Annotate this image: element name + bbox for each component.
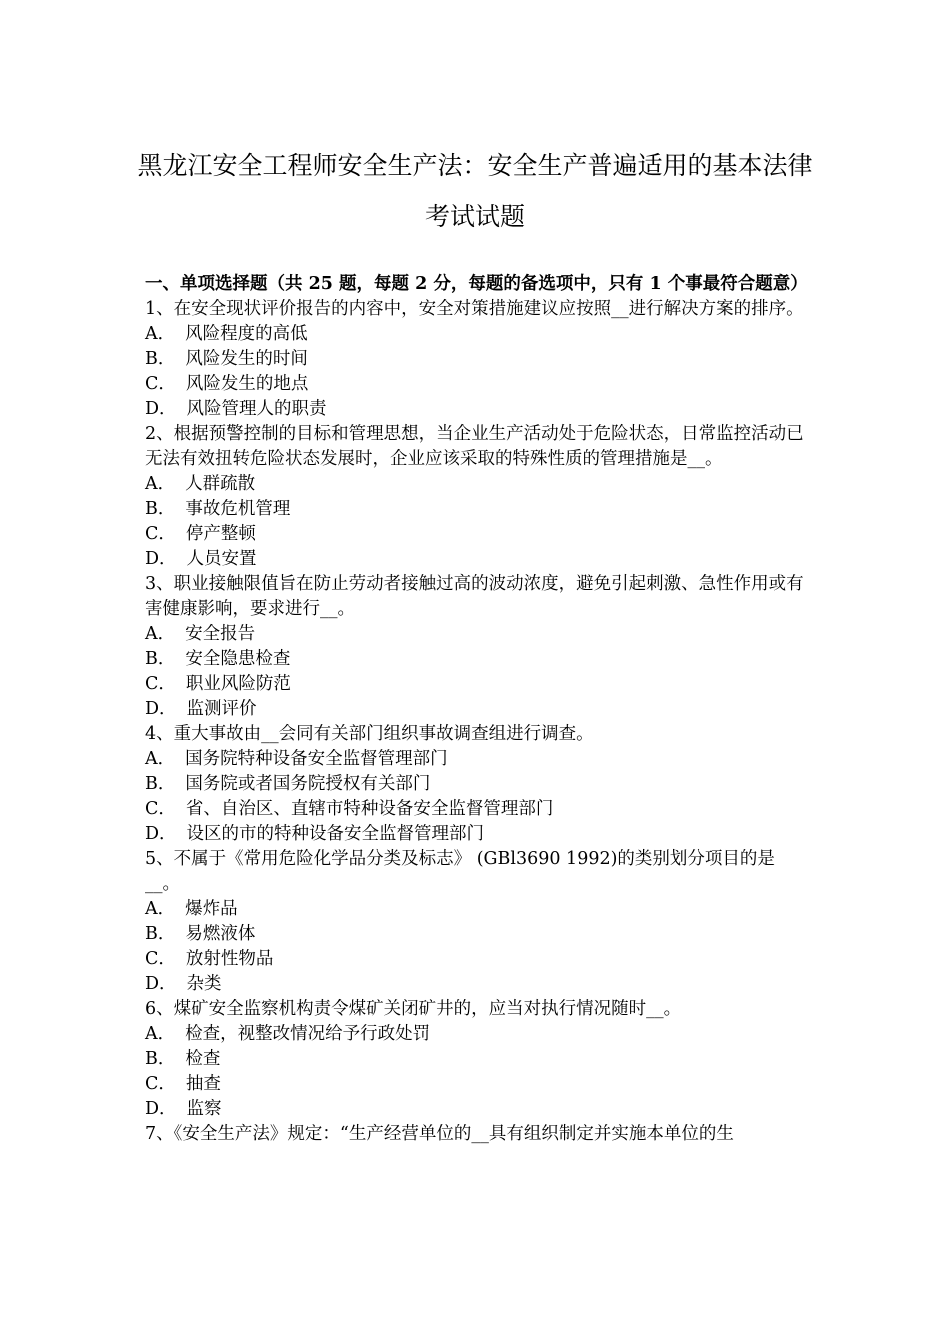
option-letter: A． (145, 324, 176, 344)
question-item (145, 997, 808, 1122)
document-body (145, 272, 808, 1147)
option-letter: C． (145, 799, 176, 819)
answer-option (145, 822, 808, 847)
option-letter: D． (145, 399, 177, 419)
answer-option (145, 622, 808, 647)
option-letter: B． (145, 774, 176, 794)
question-stem: 2、根据预警控制的目标和管理思想，当企业生产活动处于危险状态，日常监控活动已无法有效扭转危险状态发展时，企业应该采取的特殊性质的管理措施是__。 (145, 424, 804, 469)
option-text: 职业风险防范 (185, 674, 291, 694)
option-list (145, 1022, 808, 1122)
option-letter: B． (145, 499, 176, 519)
option-letter: D． (145, 1099, 177, 1119)
option-text: 人员安置 (186, 549, 257, 569)
answer-option (145, 797, 808, 822)
option-text: 爆炸品 (185, 899, 238, 919)
option-text: 安全报告 (185, 624, 256, 644)
answer-option (145, 1097, 808, 1122)
answer-option (145, 547, 808, 572)
question-stem: 1、在安全现状评价报告的内容中，安全对策措施建议应按照__进行解决方案的排序。 (145, 299, 804, 319)
answer-option (145, 497, 808, 522)
option-text: 风险管理人的职责 (186, 399, 327, 419)
answer-option (145, 772, 808, 797)
option-letter: B． (145, 924, 176, 944)
question-item (145, 422, 808, 572)
option-text: 易燃液体 (185, 924, 256, 944)
option-text: 国务院或者国务院授权有关部门 (185, 774, 431, 794)
answer-option (145, 322, 808, 347)
option-letter: A． (145, 1024, 176, 1044)
answer-option (145, 947, 808, 972)
question-stem: 6、煤矿安全监察机构责令煤矿关闭矿井的，应当对执行情况随时__。 (145, 999, 682, 1019)
answer-option (145, 522, 808, 547)
option-list (145, 322, 808, 422)
question-stem: 3、职业接触限值旨在防止劳动者接触过高的波动浓度，避免引起刺激、急性作用或有害健康影响，要求进行__。 (145, 574, 804, 619)
question-item (145, 1122, 808, 1147)
option-text: 风险发生的地点 (185, 374, 309, 394)
option-list (145, 897, 808, 997)
option-letter: C． (145, 524, 176, 544)
option-text: 检查 (185, 1049, 221, 1069)
option-text: 风险发生的时间 (185, 349, 308, 369)
question-item (145, 847, 808, 997)
answer-option (145, 472, 808, 497)
option-letter: B． (145, 1049, 176, 1069)
option-letter: B． (145, 349, 176, 369)
option-letter: C． (145, 949, 176, 969)
question-stem: 5、不属于《常用危险化学品分类及标志》 (GBl3690 1992)的类别划分项目的是__。 (145, 849, 775, 894)
question-item (145, 297, 808, 422)
question-item (145, 722, 808, 847)
option-text: 杂类 (186, 974, 222, 994)
answer-option (145, 1072, 808, 1097)
option-letter: A． (145, 474, 176, 494)
option-letter: C． (145, 674, 176, 694)
option-letter: B． (145, 649, 176, 669)
option-letter: A． (145, 749, 176, 769)
option-text: 风险程度的高低 (185, 324, 308, 344)
answer-option (145, 897, 808, 922)
answer-option (145, 1047, 808, 1072)
answer-option (145, 647, 808, 672)
option-text: 设区的市的特种设备安全监督管理部门 (186, 824, 485, 844)
document-title: 黑龙江安全工程师安全生产法：安全生产普遍适用的基本法律考试试题 (137, 151, 813, 231)
option-text: 监测评价 (186, 699, 257, 719)
option-letter: D． (145, 699, 177, 719)
question-stem: 7、《安全生产法》规定：“生产经营单位的__具有组织制定并实施本单位的生 (145, 1124, 734, 1144)
option-list (145, 622, 808, 722)
option-text: 安全隐患检查 (185, 649, 291, 669)
option-text: 抽查 (185, 1074, 221, 1094)
option-text: 省、自治区、直辖市特种设备安全监督管理部门 (185, 799, 554, 819)
answer-option (145, 697, 808, 722)
option-text: 停产整顿 (185, 524, 256, 544)
answer-option (145, 972, 808, 997)
option-letter: D． (145, 824, 177, 844)
section-heading: 一、单项选择题（共 25 题，每题 2 分，每题的备选项中，只有 1 个事最符合题意） (145, 274, 808, 294)
answer-option (145, 672, 808, 697)
option-letter: C． (145, 374, 176, 394)
question-item (145, 572, 808, 722)
option-text: 检查，视整改情况给予行政处罚 (185, 1024, 431, 1044)
option-letter: C． (145, 1074, 176, 1094)
answer-option (145, 922, 808, 947)
option-letter: D． (145, 549, 177, 569)
option-text: 人群疏散 (185, 474, 256, 494)
answer-option (145, 397, 808, 422)
option-letter: A． (145, 624, 176, 644)
option-text: 国务院特种设备安全监督管理部门 (185, 749, 448, 769)
option-text: 监察 (186, 1099, 222, 1119)
answer-option (145, 747, 808, 772)
option-letter: A． (145, 899, 176, 919)
option-text: 放射性物品 (185, 949, 274, 969)
answer-option (145, 372, 808, 397)
option-list (145, 747, 808, 847)
answer-option (145, 1022, 808, 1047)
option-letter: D． (145, 974, 177, 994)
option-text: 事故危机管理 (185, 499, 291, 519)
answer-option (145, 347, 808, 372)
question-list (145, 297, 808, 1147)
option-list (145, 472, 808, 572)
question-stem: 4、重大事故由__会同有关部门组织事故调查组进行调查。 (145, 724, 594, 744)
